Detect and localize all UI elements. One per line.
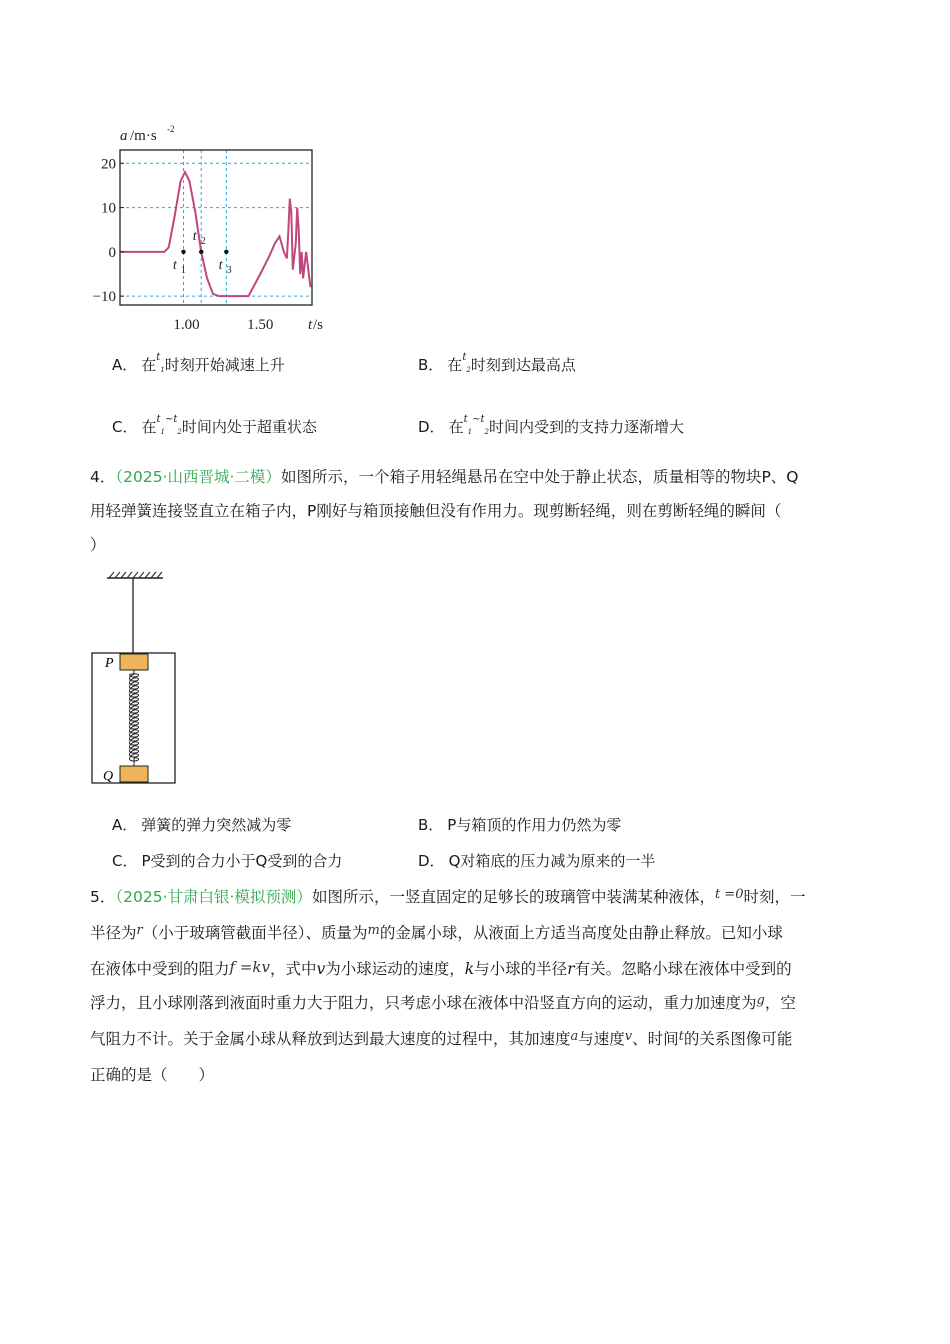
- option-prefix: 在: [141, 356, 157, 374]
- option-label: A．: [112, 816, 138, 834]
- chart-frame: [120, 150, 312, 305]
- math-subscript: 1: [160, 366, 165, 374]
- point-label-t: t: [172, 257, 177, 273]
- question5-line2: [90, 916, 860, 952]
- math-subscript: 1: [467, 428, 473, 436]
- question-number: 5．: [90, 888, 116, 906]
- x-axis-label-unit: /s: [313, 317, 324, 333]
- math-subscript: 2: [484, 428, 489, 436]
- label-p: P: [105, 656, 114, 671]
- question-text: 的金属小球，从液面上方适当高度处由静止释放。已知小球: [379, 924, 783, 942]
- math-subscript: 2: [177, 428, 182, 436]
- question5-line6: 正确的是（ ）: [90, 1066, 215, 1084]
- x-tick-label: 1.50: [247, 317, 274, 333]
- question5-line1: [90, 880, 860, 916]
- y-tick-label: 10: [101, 200, 116, 217]
- question-text: 为小球运动的速度，: [325, 960, 465, 978]
- option-text: Q对箱底的压力减为原来的一半: [448, 852, 656, 870]
- point-t3: [224, 250, 228, 254]
- option-b[interactable]: [418, 815, 621, 835]
- y-axis-label-a: a: [120, 128, 128, 144]
- option-d[interactable]: [418, 851, 655, 871]
- question-text: 与速度: [578, 1030, 625, 1048]
- question-text: 的关系图像可能: [683, 1030, 793, 1048]
- option-prefix: 在: [448, 418, 464, 436]
- option-text: 弹簧的弹力突然减为零: [141, 816, 292, 834]
- option-c[interactable]: [112, 851, 342, 871]
- question-number: 4．: [90, 468, 116, 486]
- point-label-sub: 2: [200, 235, 206, 247]
- point-t2: [199, 250, 203, 254]
- math-variable: m: [367, 923, 380, 938]
- math-tilde: ~: [472, 414, 481, 425]
- y-tick-label: −10: [92, 289, 116, 306]
- x-tick-label: 1.00: [173, 317, 200, 333]
- question4-stem: [90, 460, 860, 562]
- question4-line3: ）: [90, 536, 106, 554]
- question4-line2: 用轻弹簧连接竖直立在箱子内，P刚好与箱顶接触但没有作用力。现剪断轻绳，则在剪断轻绳的瞬间（: [90, 502, 782, 520]
- question-text: 浮力，且小球刚落到液面时重力大于阻力，只考虑小球在液体中沿竖直方向的运动，重力加速度为: [90, 994, 757, 1012]
- question-text: ，空: [764, 994, 796, 1012]
- math-t: t: [156, 352, 161, 363]
- option-label: D．: [418, 852, 445, 870]
- question-text: 、时间: [632, 1030, 679, 1048]
- option-a[interactable]: [112, 815, 291, 835]
- point-label-t: t: [192, 228, 197, 244]
- chart-grid: [120, 150, 312, 305]
- y-axis-label-unit: /m·s: [130, 128, 157, 144]
- question5-line4: [90, 986, 860, 1022]
- ceiling-hatch: [109, 572, 162, 578]
- spring: [130, 670, 139, 766]
- math-expression: t =0: [714, 887, 744, 902]
- question-source: （2025·甘肃白银·模拟预测）: [115, 888, 312, 906]
- math-variable: g: [756, 993, 765, 1008]
- math-variable: t: [678, 1029, 684, 1044]
- option-b[interactable]: [418, 352, 576, 378]
- question-text: 与小球的半径: [474, 960, 568, 978]
- x-axis-label-t: t: [308, 317, 313, 333]
- y-axis-label-exp: -2: [167, 124, 175, 134]
- option-label: A．: [112, 356, 138, 374]
- option-d[interactable]: [418, 414, 684, 440]
- option-c[interactable]: [112, 414, 317, 440]
- question-text: 如图所示，一竖直固定的足够长的玻璃管中装满某种液体，: [311, 888, 715, 906]
- option-label: D．: [418, 418, 445, 436]
- option-label: C．: [112, 852, 138, 870]
- math-subscript: 2: [466, 366, 471, 374]
- question-text: 半径为: [90, 924, 137, 942]
- option-label: B．: [418, 816, 444, 834]
- question4-line1: [90, 460, 860, 494]
- math-variable: a: [570, 1029, 579, 1044]
- math-subscript: 1: [160, 428, 165, 436]
- question-text: 在液体中受到的阻力: [90, 960, 230, 978]
- question5-stem: [90, 880, 860, 1092]
- option-prefix: 在: [447, 356, 463, 374]
- point-t1: [181, 250, 185, 254]
- math-variable: r: [136, 923, 143, 938]
- question-text: （小于玻璃管截面半径）、质量为: [142, 924, 368, 942]
- math-t: t: [156, 414, 161, 425]
- chart-marks: [120, 163, 229, 296]
- math-variable: r: [567, 960, 575, 978]
- option-a[interactable]: [112, 352, 285, 378]
- y-tick-label: 0: [108, 244, 116, 261]
- option-label: B．: [418, 356, 444, 374]
- label-q: Q: [103, 769, 114, 784]
- math-tilde: ~: [165, 414, 174, 425]
- question-source: （2025·山西晋城·二模）: [115, 468, 281, 486]
- math-variable: v: [316, 960, 326, 978]
- option-text: 时刻开始减速上升: [164, 356, 285, 374]
- question-text: 有关。忽略小球在液体中受到的: [574, 960, 792, 978]
- math-t: t: [480, 414, 485, 425]
- math-variable: v: [624, 1029, 633, 1044]
- math-variable: k: [464, 960, 475, 978]
- math-expression: f =kv: [229, 958, 270, 976]
- question5-line3: [90, 952, 860, 986]
- option-text: 时间内处于超重状态: [181, 418, 317, 436]
- box-spring-figure: [85, 570, 195, 790]
- option-prefix: 在: [141, 418, 157, 436]
- question-text: 如图所示，一个箱子用轻绳悬吊在空中处于静止状态，质量相等的物块P、Q: [280, 468, 799, 486]
- question-text: 气阻力不计。关于金属小球从释放到达到最大速度的过程中，其加速度: [90, 1030, 571, 1048]
- option-text: P受到的合力小于Q受到的合力: [141, 852, 343, 870]
- math-t: t: [462, 352, 467, 363]
- math-t: t: [173, 414, 178, 425]
- block-p: [120, 654, 148, 670]
- option-text: 时间内受到的支持力逐渐增大: [488, 418, 684, 436]
- option-text: 时刻到达最高点: [470, 356, 576, 374]
- question-text: 时刻，一: [743, 888, 806, 906]
- math-t: t: [463, 414, 468, 425]
- point-label-sub: 1: [180, 264, 186, 276]
- option-text: P与箱顶的作用力仍然为零: [447, 816, 622, 834]
- block-q: [120, 766, 148, 782]
- point-label-sub: 3: [226, 264, 232, 276]
- acceleration-time-chart: [80, 115, 340, 335]
- question-text: ，式中: [269, 960, 317, 978]
- series-line: [120, 172, 311, 296]
- y-tick-label: 20: [101, 156, 116, 173]
- option-label: C．: [112, 418, 138, 436]
- question5-line5: [90, 1022, 860, 1058]
- point-label-t: t: [218, 257, 223, 273]
